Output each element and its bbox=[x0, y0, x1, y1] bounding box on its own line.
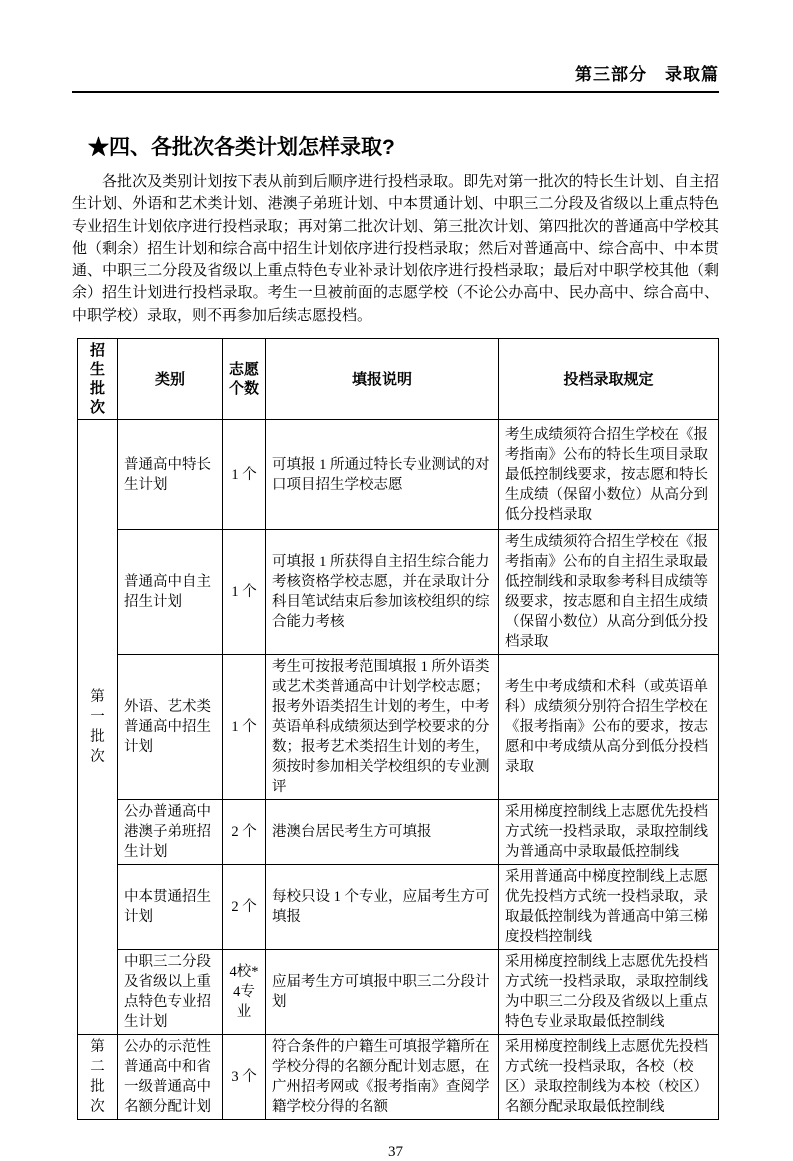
category-cell: 公办的示范性普通高中和省一级普通高中名额分配计划 bbox=[118, 1035, 223, 1120]
quota-cell: 1 个 bbox=[223, 530, 266, 655]
page-number: 37 bbox=[388, 1144, 403, 1161]
category-cell: 普通高中自主招生计划 bbox=[118, 530, 223, 655]
quota-cell: 2 个 bbox=[223, 800, 266, 865]
rules-cell: 考生成绩须符合招生学校在《报考指南》公布的自主招生录取最低控制线和录取参考科目成绩等级要求，按志愿和自主招生成绩（保留小数位）从高分到低分投档录取 bbox=[499, 530, 719, 655]
quota-cell: 1 个 bbox=[223, 420, 266, 530]
table-row bbox=[78, 420, 719, 530]
running-header bbox=[72, 60, 719, 91]
table-row bbox=[78, 655, 719, 800]
header-rule bbox=[72, 91, 719, 93]
category-cell: 中职三二分段及省级以上重点特色专业招生计划 bbox=[118, 950, 223, 1035]
running-header-text: 第三部分 录取篇 bbox=[575, 65, 719, 84]
table-row bbox=[78, 530, 719, 655]
category-cell: 中本贯通招生计划 bbox=[118, 865, 223, 950]
table-header-row bbox=[78, 339, 719, 420]
rules-cell: 采用普通高中梯度控制线上志愿优先投档方式统一投档录取，录取最低控制线为普通高中第三梯度投档控制线 bbox=[499, 865, 719, 950]
table-row bbox=[78, 1035, 719, 1120]
instructions-cell: 考生可按报考范围填报 1 所外语类或艺术类普通高中计划学校志愿；报考外语类招生计划的考生，中考英语单科成绩须达到学校要求的分数；报考艺术类招生计划的考生，须按时参加相关学校组织的专业测评 bbox=[266, 655, 499, 800]
col-header-batch: 招生批次 bbox=[78, 339, 118, 420]
category-cell: 公办普通高中港澳子弟班招生计划 bbox=[118, 800, 223, 865]
instructions-cell: 港澳台居民考生方可填报 bbox=[266, 800, 499, 865]
rules-cell: 考生中考成绩和术科（或英语单科）成绩须分别符合招生学校在《报考指南》公布的要求，按志愿和中考成绩从高分到低分投档录取 bbox=[499, 655, 719, 800]
col-header-category: 类别 bbox=[118, 339, 223, 420]
rules-cell: 采用梯度控制线上志愿优先投档方式统一投档录取，录取控制线为中职三二分段及省级以上重点特色专业录取最低控制线 bbox=[499, 950, 719, 1035]
col-header-instructions: 填报说明 bbox=[266, 339, 499, 420]
quota-cell: 3 个 bbox=[223, 1035, 266, 1120]
admission-plan-table bbox=[77, 338, 719, 1120]
quota-cell: 2 个 bbox=[223, 865, 266, 950]
table-row bbox=[78, 950, 719, 1035]
quota-cell: 4校*4专业 bbox=[223, 950, 266, 1035]
category-cell: 外语、艺术类普通高中招生计划 bbox=[118, 655, 223, 800]
table-row bbox=[78, 800, 719, 865]
rules-cell: 采用梯度控制线上志愿优先投档方式统一投档录取，各校（校区）录取控制线为本校（校区）名额分配录取最低控制线 bbox=[499, 1035, 719, 1120]
instructions-cell: 符合条件的户籍生可填报学籍所在学校分得的名额分配计划志愿，在广州招考网或《报考指南》查阅学籍学校分得的名额 bbox=[266, 1035, 499, 1120]
instructions-cell: 应届考生方可填报中职三二分段计划 bbox=[266, 950, 499, 1035]
quota-cell: 1 个 bbox=[223, 655, 266, 800]
batch-cell-first: 第一批次 bbox=[78, 420, 118, 1035]
rules-cell: 采用梯度控制线上志愿优先投档方式统一投档录取，录取控制线为普通高中录取最低控制线 bbox=[499, 800, 719, 865]
section-title: ★四、各批次各类计划怎样录取? bbox=[88, 136, 395, 159]
col-header-rules: 投档录取规定 bbox=[499, 339, 719, 420]
col-header-quota: 志愿个数 bbox=[223, 339, 266, 420]
instructions-cell: 可填报 1 所获得自主招生综合能力考核资格学校志愿，并在录取计分科目笔试结束后参加该校组织的综合能力考核 bbox=[266, 530, 499, 655]
category-cell: 普通高中特长生计划 bbox=[118, 420, 223, 530]
intro-paragraph: 各批次及类别计划按下表从前到后顺序进行投档录取。即先对第一批次的特长生计划、自主招生计划、外语和艺术类计划、港澳子弟班计划、中本贯通计划、中职三二分段及省级以上重点特色专业招生计划依序进行投档录取；再对第二批次计划、第三批次计划、第四批次的普通高中学校其他（剩余）招生计划和综合高中招生计划依序进行投档录取；然后对普通高中、综合高中、中本贯通、中职三二分段及省级以上重点特色专业补录计划依序进行投档录取；最后对中职学校其他（剩余）招生计划进行投档录取。考生一旦被前面的志愿学校（不论公办高中、民办高中、综合高中、中职学校）录取，则不再参加后续志愿投档。 bbox=[72, 174, 719, 324]
instructions-cell: 可填报 1 所通过特长专业测试的对口项目招生学校志愿 bbox=[266, 420, 499, 530]
batch-cell-second: 第二批次 bbox=[78, 1035, 118, 1120]
instructions-cell: 每校只设 1 个专业，应届考生方可填报 bbox=[266, 865, 499, 950]
table-row bbox=[78, 865, 719, 950]
rules-cell: 考生成绩须符合招生学校在《报考指南》公布的特长生项目录取最低控制线要求，按志愿和特长生成绩（保留小数位）从高分到低分投档录取 bbox=[499, 420, 719, 530]
